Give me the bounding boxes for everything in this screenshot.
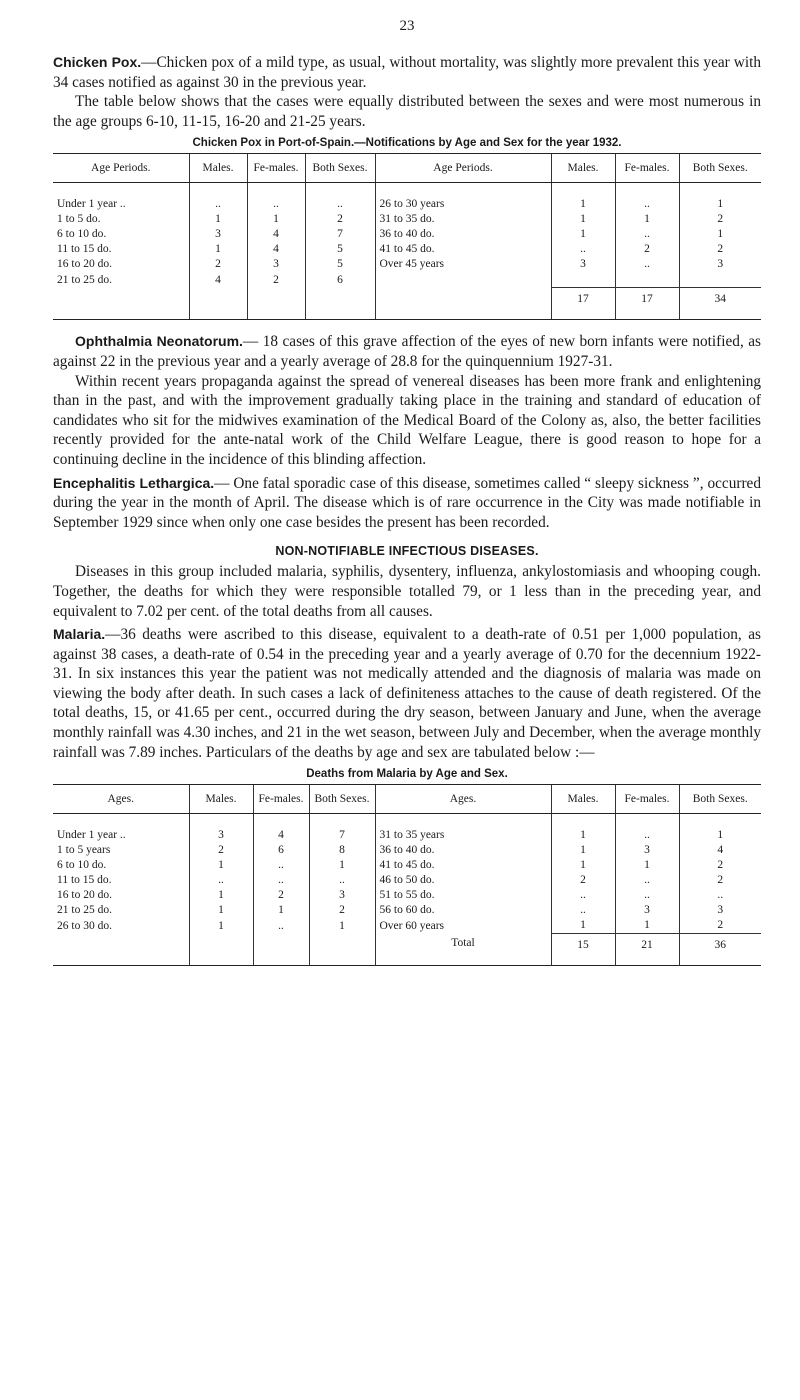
age-period-cell: 46 to 50 do. [375, 873, 551, 888]
totals-row [53, 288, 761, 320]
count-cell: 1 [615, 858, 679, 873]
count-cell: 2 [551, 873, 615, 888]
count-cell: .. [615, 257, 679, 272]
count-cell: 1 [189, 242, 247, 257]
age-period-cell [375, 272, 551, 288]
table-row [53, 888, 761, 903]
count-cell: 1 [189, 918, 253, 934]
count-cell: .. [679, 888, 761, 903]
table-row [53, 858, 761, 873]
count-cell: .. [253, 873, 309, 888]
count-cell: 4 [247, 227, 305, 242]
empty-cell [189, 934, 253, 966]
column-header: Ages. [53, 785, 189, 814]
age-period-cell: Under 1 year .. [57, 829, 126, 842]
count-cell: .. [247, 183, 305, 213]
count-cell: 2 [679, 918, 761, 934]
count-cell: 1 [551, 212, 615, 227]
malaria-heading: Malaria. [53, 626, 106, 643]
table-row [53, 918, 761, 934]
empty-cell [253, 934, 309, 966]
count-cell: .. [189, 873, 253, 888]
count-cell: 1 [551, 183, 615, 213]
count-cell: 3 [247, 257, 305, 272]
count-cell: .. [189, 183, 247, 213]
count-cell: 1 [189, 903, 253, 918]
count-cell: .. [615, 888, 679, 903]
count-cell: 1 [679, 183, 761, 213]
column-header: Both Sexes. [305, 154, 375, 183]
count-cell: 1 [679, 814, 761, 844]
count-cell: .. [253, 918, 309, 934]
chicken-pox-paragraph [53, 53, 761, 92]
count-cell: 2 [189, 257, 247, 272]
age-period-cell: 36 to 40 do. [375, 227, 551, 242]
count-cell: 2 [679, 858, 761, 873]
count-cell: 1 [551, 227, 615, 242]
count-cell: 3 [551, 257, 615, 272]
count-cell: 1 [551, 843, 615, 858]
count-cell: .. [615, 227, 679, 242]
encephalitis-heading: Encephalitis Lethargica. [53, 474, 215, 491]
document-page [53, 18, 761, 966]
total-cell: 34 [679, 288, 761, 320]
column-header: Males. [551, 785, 615, 814]
count-cell: 2 [679, 242, 761, 257]
count-cell: .. [615, 873, 679, 888]
count-cell: 1 [189, 858, 253, 873]
total-cell: 15 [551, 934, 615, 966]
age-period-cell: 31 to 35 years [375, 814, 551, 844]
column-header: Age Periods. [53, 154, 189, 183]
column-header: Fe-males. [247, 154, 305, 183]
count-cell: .. [551, 903, 615, 918]
table-row [53, 903, 761, 918]
encephalitis-text: — One fatal sporadic case of this disease, sometimes called “ sleepy sickness ”, occurred during the year in the month of April. The disease which is of rare occurrence in the City was made notifiable in September 1929 since when only one case besides the present has been recorded. [53, 474, 761, 531]
table-row [53, 257, 761, 272]
count-cell: 1 [247, 212, 305, 227]
count-cell: 1 [309, 918, 375, 934]
count-cell [615, 272, 679, 288]
age-period-cell: 41 to 45 do. [375, 242, 551, 257]
total-cell: 21 [615, 934, 679, 966]
ophthalmia-heading: Ophthalmia Neonatorum. [75, 333, 243, 350]
age-period-cell: 6 to 10 do. [57, 228, 107, 241]
column-header: Age Periods. [375, 154, 551, 183]
age-period-cell: 41 to 45 do. [375, 858, 551, 873]
count-cell: 4 [679, 843, 761, 858]
age-period-cell: Over 60 years [375, 918, 551, 934]
count-cell: 4 [189, 272, 247, 288]
table-row [53, 814, 761, 844]
empty-cell [189, 288, 247, 320]
count-cell: 1 [551, 858, 615, 873]
count-cell: 1 [189, 212, 247, 227]
column-header: Fe-males. [253, 785, 309, 814]
empty-cell [53, 288, 189, 320]
column-header: Males. [189, 154, 247, 183]
count-cell: 1 [551, 814, 615, 844]
malaria-text: —36 deaths were ascribed to this disease, equivalent to a death-rate of 0.51 per 1,000 population, as against 38 cases, a death-rate of 0.54 in the preceding year and a yearly average of 0.70 for the decennium 1922-31. In six instances this year the patient was not medically attended and the diagnosis of malaria was made on viewing the body after death. In such cases a lack of definiteness attaches to the cause of death registered. Of the total deaths, 15, or 41.65 per cent., occurred during the dry season, between January and June, when the average monthly rainfall was 4.30 inches, and 21 in the wet season, between July and December, when the average monthly rainfall was 7.89 inches. Particulars of the deaths by age and sex are tabulated below :— [53, 626, 761, 761]
column-header: Fe-males. [615, 154, 679, 183]
empty-cell [309, 934, 375, 966]
count-cell: 1 [679, 227, 761, 242]
age-period-cell: 26 to 30 years [375, 183, 551, 213]
count-cell: .. [551, 888, 615, 903]
table-row [53, 212, 761, 227]
age-period-cell: 1 to 5 years [57, 844, 111, 857]
column-header: Males. [189, 785, 253, 814]
count-cell: 1 [615, 918, 679, 934]
table-row [53, 272, 761, 288]
empty-cell [247, 288, 305, 320]
non-notifiable-paragraph: Diseases in this group included malaria, syphilis, dysentery, influenza, ankylostomiasis and whooping cough. Together, the deaths for which they were responsible totalled 79, or 1 less than in the preceding year, and equivalent to 7.02 per cent. of the total deaths from all causes. [53, 563, 761, 620]
count-cell: 2 [679, 212, 761, 227]
age-period-cell: 16 to 20 do. [57, 258, 112, 271]
count-cell: 7 [309, 814, 375, 844]
chicken-pox-heading: Chicken Pox. [53, 54, 142, 70]
column-header: Both Sexes. [679, 785, 761, 814]
malaria-paragraph [53, 625, 761, 762]
total-cell: 36 [679, 934, 761, 966]
column-header: Both Sexes. [309, 785, 375, 814]
age-period-cell: 21 to 25 do. [57, 273, 112, 286]
chicken-pox-table-title: Chicken Pox in Port-of-Spain.—Notifications by Age and Sex for the year 1932. [192, 137, 622, 150]
count-cell: 6 [305, 272, 375, 288]
count-cell: 3 [189, 227, 247, 242]
age-period-cell: 1 to 5 do. [57, 213, 101, 226]
table-row [53, 183, 761, 213]
count-cell: 3 [679, 257, 761, 272]
totals-row [53, 934, 761, 966]
count-cell: 3 [615, 843, 679, 858]
empty-cell [53, 934, 189, 966]
non-notifiable-heading: NON-NOTIFIABLE INFECTIOUS DISEASES. [275, 544, 539, 559]
age-period-cell: 56 to 60 do. [375, 903, 551, 918]
count-cell: 5 [305, 257, 375, 272]
count-cell: 2 [253, 888, 309, 903]
age-period-cell: 6 to 10 do. [57, 859, 107, 872]
column-header: Ages. [375, 785, 551, 814]
total-label-cell [375, 288, 551, 320]
count-cell: 8 [309, 843, 375, 858]
count-cell [679, 272, 761, 288]
count-cell: .. [309, 873, 375, 888]
count-cell: 2 [679, 873, 761, 888]
count-cell: 7 [305, 227, 375, 242]
count-cell: 1 [309, 858, 375, 873]
malaria-table [53, 784, 761, 966]
page-number: 23 [399, 18, 415, 34]
age-period-cell: 51 to 55 do. [375, 888, 551, 903]
age-period-cell: 31 to 35 do. [375, 212, 551, 227]
count-cell: 4 [247, 242, 305, 257]
column-header: Fe-males. [615, 785, 679, 814]
total-label-cell: Total [375, 934, 551, 966]
age-period-cell: Over 45 years [375, 257, 551, 272]
age-period-cell: 11 to 15 do. [57, 243, 112, 256]
count-cell: 1 [615, 212, 679, 227]
count-cell: 2 [309, 903, 375, 918]
count-cell: 3 [189, 814, 253, 844]
count-cell [551, 272, 615, 288]
count-cell: .. [253, 858, 309, 873]
count-cell: 3 [309, 888, 375, 903]
count-cell: 1 [551, 918, 615, 934]
count-cell: 6 [253, 843, 309, 858]
table-row [53, 843, 761, 858]
total-cell: 17 [551, 288, 615, 320]
count-cell: 1 [253, 903, 309, 918]
age-period-cell: 21 to 25 do. [57, 904, 112, 917]
count-cell: 5 [305, 242, 375, 257]
count-cell: 2 [247, 272, 305, 288]
table-row [53, 873, 761, 888]
age-period-cell: 16 to 20 do. [57, 889, 112, 902]
column-header: Males. [551, 154, 615, 183]
count-cell: 1 [189, 888, 253, 903]
ophthalmia-text: — 18 cases of this grave affection of the eyes of new born infants were notified, as against 22 in the previous year and a yearly average of 28.8 for the quinquennium 1927-31. [53, 333, 762, 370]
count-cell: .. [551, 242, 615, 257]
count-cell: 2 [189, 843, 253, 858]
count-cell: 3 [679, 903, 761, 918]
count-cell: 4 [253, 814, 309, 844]
age-period-cell: 11 to 15 do. [57, 874, 112, 887]
age-period-cell: 26 to 30 do. [57, 919, 112, 932]
empty-cell [305, 288, 375, 320]
age-period-cell: 36 to 40 do. [375, 843, 551, 858]
count-cell: 2 [305, 212, 375, 227]
count-cell: 2 [615, 242, 679, 257]
ophthalmia-paragraph [53, 332, 761, 371]
chicken-pox-text: —Chicken pox of a mild type, as usual, without mortality, was slightly more prevalent this year with 34 cases notified as against 30 in the previous year. [53, 54, 761, 91]
chicken-pox-table [53, 153, 761, 320]
age-period-cell: Under 1 year .. [57, 198, 126, 211]
encephalitis-paragraph [53, 474, 761, 533]
chicken-pox-paragraph-2: The table below shows that the cases were equally distributed between the sexes and were most numerous in the age groups 6-10, 11-15, 16-20 and 21-25 years. [53, 93, 761, 130]
malaria-table-title: Deaths from Malaria by Age and Sex. [306, 768, 508, 781]
count-cell: 3 [615, 903, 679, 918]
count-cell: .. [615, 814, 679, 844]
table-row [53, 242, 761, 257]
table-row [53, 227, 761, 242]
column-header: Both Sexes. [679, 154, 761, 183]
count-cell: .. [615, 183, 679, 213]
ophthalmia-paragraph-2: Within recent years propaganda against the spread of venereal diseases has been more frank and enlightening than in the past, and with the improvement gradually taking place in the training and standard of education of candidates who sit for the midwives examination of the Medical Board of the Colony as, also, the better facilities recently provided for the ante-natal work of the Child Welfare League, there is good reason to hope for a continuing decline in the incidence of this blinding affection. [53, 372, 761, 468]
total-cell: 17 [615, 288, 679, 320]
count-cell: .. [305, 183, 375, 213]
